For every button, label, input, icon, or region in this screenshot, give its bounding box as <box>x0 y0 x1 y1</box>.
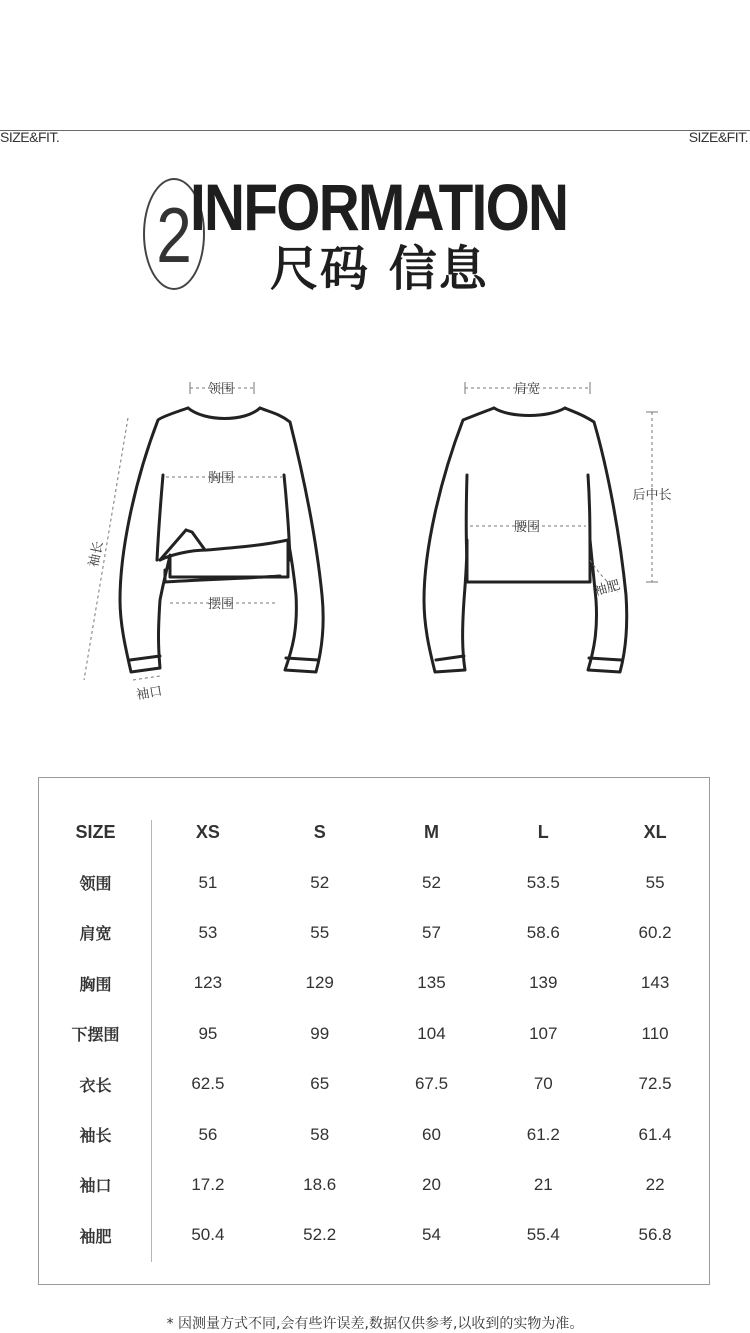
table-cell: 58.6 <box>526 922 560 942</box>
table-row <box>39 1160 711 1210</box>
table-row <box>39 1210 711 1260</box>
size-header-xs: XS <box>195 821 220 842</box>
size-fit-label-right: SIZE&FIT. <box>688 129 748 145</box>
label-hem: 摆围 <box>207 597 235 612</box>
top-divider <box>0 130 750 131</box>
measurement-disclaimer: * 因测量方式不同,会有些许误差,数据仅供参考,以收到的实物为准。 <box>166 1316 584 1332</box>
table-cell: 107 <box>529 1023 558 1043</box>
table-cell: 21 <box>533 1174 553 1194</box>
size-header-m: M <box>423 821 439 842</box>
size-chart <box>38 777 710 1285</box>
row-label: 袖肥 <box>79 1226 112 1246</box>
label-waist: 腰围 <box>513 520 541 535</box>
table-row <box>39 1009 711 1059</box>
size-header-s: S <box>313 821 326 842</box>
garment-measurement-diagram <box>0 360 750 720</box>
table-cell: 50.4 <box>191 1225 225 1245</box>
row-label: 衣长 <box>79 1075 112 1095</box>
label-sleeve-length: 袖长 <box>86 539 107 569</box>
row-label: 肩宽 <box>79 924 112 944</box>
title-chinese: 尺码 信息 <box>270 241 489 297</box>
table-cell: 52.2 <box>303 1225 337 1245</box>
table-cell: 54 <box>422 1225 441 1245</box>
table-row <box>39 857 711 907</box>
table-cell: 20 <box>422 1174 441 1194</box>
table-row <box>39 908 711 958</box>
row-label: 下摆围 <box>71 1025 120 1045</box>
size-header-label: SIZE <box>75 821 116 842</box>
front-sweater-illustration <box>120 408 323 672</box>
table-cell: 52 <box>310 872 330 892</box>
table-cell: 95 <box>198 1023 218 1043</box>
table-cell: 139 <box>529 973 558 993</box>
table-cell: 18.6 <box>303 1174 337 1194</box>
table-row <box>39 958 711 1008</box>
table-cell: 129 <box>305 973 334 993</box>
table-row <box>39 1109 711 1159</box>
size-header-row <box>39 807 711 857</box>
table-cell: 104 <box>417 1023 446 1043</box>
table-cell: 51 <box>198 872 218 892</box>
row-label: 胸围 <box>79 974 112 994</box>
table-cell: 56.8 <box>638 1225 672 1245</box>
back-measurement-guides <box>465 382 658 592</box>
section-number: 2 <box>156 191 192 279</box>
table-cell: 143 <box>640 973 670 993</box>
table-cell: 123 <box>193 973 223 993</box>
table-cell: 55 <box>645 872 665 892</box>
table-cell: 70 <box>533 1074 553 1094</box>
front-measurement-guides <box>84 382 282 680</box>
title-english: INFORMATION <box>190 170 568 244</box>
label-back-length: 后中长 <box>632 488 672 503</box>
table-cell: 72.5 <box>638 1074 672 1094</box>
label-cuff: 袖口 <box>135 683 164 704</box>
table-cell: 55.4 <box>526 1225 560 1245</box>
row-label: 袖长 <box>79 1126 112 1146</box>
table-cell: 62.5 <box>191 1074 225 1094</box>
label-chest: 胸围 <box>207 471 235 486</box>
table-cell: 61.4 <box>638 1124 672 1144</box>
table-cell: 67.5 <box>414 1074 449 1094</box>
size-table <box>39 807 711 1261</box>
table-cell: 110 <box>641 1023 669 1043</box>
back-sweater-illustration <box>424 408 627 672</box>
size-header-l: L <box>537 821 549 842</box>
table-cell: 135 <box>417 973 446 993</box>
table-cell: 58 <box>310 1124 330 1144</box>
label-bicep: 袖肥 <box>592 578 622 600</box>
table-cell: 65 <box>310 1074 330 1094</box>
table-cell: 52 <box>422 872 441 892</box>
table-cell: 61.2 <box>526 1124 560 1144</box>
table-cell: 53 <box>198 922 218 942</box>
row-label: 袖口 <box>79 1176 112 1196</box>
row-label: 领围 <box>79 874 112 894</box>
label-shoulder: 肩宽 <box>513 382 541 397</box>
size-header-xl: XL <box>643 821 667 842</box>
table-cell: 56 <box>198 1124 218 1144</box>
table-cell: 99 <box>310 1023 330 1043</box>
table-cell: 60.2 <box>638 922 672 942</box>
label-collar: 领围 <box>207 382 235 397</box>
table-cell: 55 <box>310 922 330 942</box>
table-cell: 57 <box>422 922 441 942</box>
table-cell: 22 <box>645 1174 665 1194</box>
table-cell: 17.2 <box>191 1174 225 1194</box>
table-cell: 60 <box>422 1124 441 1144</box>
table-cell: 53.5 <box>526 872 560 892</box>
table-row <box>39 1059 711 1109</box>
size-fit-label-left: SIZE&FIT. <box>0 129 60 145</box>
